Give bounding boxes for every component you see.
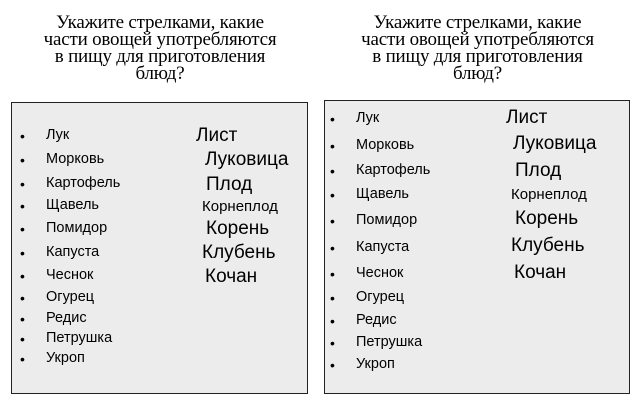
- bullet: •: [20, 245, 25, 261]
- bullet: •: [20, 331, 25, 347]
- part-label: Кочан: [205, 266, 258, 287]
- heading-line: в пищу для приготовления: [372, 46, 583, 67]
- bullet: •: [20, 198, 25, 214]
- vegetable-label: Укроп: [46, 350, 85, 366]
- vegetable-item: [20, 289, 95, 306]
- bullet: •: [20, 311, 25, 327]
- left-heading: [10, 14, 310, 82]
- vegetable-item: [330, 186, 409, 203]
- part-label: Плод: [515, 160, 562, 181]
- vegetable-item: [20, 197, 99, 214]
- part-label: Луковица: [205, 149, 289, 170]
- vegetable-item: [20, 330, 113, 347]
- bullet: •: [20, 351, 25, 367]
- vegetable-label: Чеснок: [46, 267, 94, 283]
- vegetable-item: [330, 356, 395, 373]
- bullet: •: [330, 313, 335, 329]
- vegetable-label: Редис: [356, 312, 397, 328]
- vegetable-item: [330, 212, 418, 229]
- vegetable-item: [20, 350, 85, 367]
- part-label: Кочан: [514, 262, 567, 283]
- bullet: •: [330, 213, 335, 229]
- vegetable-label: Картофель: [46, 175, 121, 191]
- vegetable-label: Петрушка: [356, 334, 423, 350]
- vegetable-label: Лук: [46, 127, 70, 143]
- heading-line: в пищу для приготовления: [54, 46, 266, 67]
- vegetable-item: [330, 162, 431, 179]
- part-label: Лист: [506, 107, 548, 128]
- vegetable-label: Редис: [46, 310, 87, 326]
- vegetable-label: Петрушка: [46, 330, 113, 346]
- heading-line: блюд?: [452, 63, 502, 84]
- part-label: Клубень: [202, 242, 276, 263]
- bullet: •: [330, 357, 335, 373]
- part-label: Корень: [206, 218, 270, 239]
- vegetable-label: Помидор: [46, 220, 108, 236]
- bullet: •: [20, 128, 25, 144]
- vegetable-item: [330, 110, 380, 127]
- bullet: •: [330, 138, 335, 154]
- vegetable-item: [330, 289, 405, 306]
- vegetable-item: [20, 310, 87, 327]
- heading-line: Укажите стрелками, какие: [56, 12, 264, 33]
- bullet: •: [330, 240, 335, 256]
- vegetable-label: Огурец: [356, 289, 405, 305]
- heading-line: части овощей употребляются: [361, 29, 594, 50]
- vegetable-label: Укроп: [356, 356, 395, 372]
- vegetable-item: [330, 265, 404, 282]
- vegetable-item: [20, 175, 121, 192]
- part-label: Плод: [206, 174, 253, 195]
- vegetable-item: [330, 334, 423, 351]
- vegetable-item: [330, 312, 397, 329]
- heading-line: блюд?: [135, 63, 185, 84]
- vegetable-item: [20, 127, 70, 144]
- bullet: •: [330, 290, 335, 306]
- bullet: •: [20, 176, 25, 192]
- vegetable-item: [20, 220, 108, 237]
- vegetable-label: Помидор: [356, 212, 418, 228]
- bullet: •: [20, 152, 25, 168]
- bullet: •: [330, 335, 335, 351]
- vegetable-label: Лук: [356, 110, 380, 126]
- vegetable-label: Морковь: [356, 137, 415, 153]
- bullet: •: [20, 268, 25, 284]
- heading-line: части овощей употребляются: [43, 29, 277, 50]
- part-label: Луковица: [513, 133, 597, 154]
- bullet: •: [330, 266, 335, 282]
- part-label: Корень: [515, 208, 579, 229]
- part-label: Клубень: [511, 235, 585, 256]
- part-label: Корнеплод: [511, 186, 587, 203]
- vegetable-item: [330, 137, 415, 154]
- vegetable-item: [330, 239, 410, 256]
- bullet: •: [20, 221, 25, 237]
- bullet: •: [330, 187, 335, 203]
- bullet: •: [330, 111, 335, 127]
- vegetable-item: [20, 244, 100, 261]
- bullet: •: [330, 163, 335, 179]
- vegetable-label: Чеснок: [356, 265, 404, 281]
- heading-line: Укажите стрелками, какие: [373, 12, 582, 33]
- vegetable-label: Морковь: [46, 151, 105, 167]
- part-label: Корнеплод: [202, 198, 278, 215]
- right-heading: [325, 14, 630, 82]
- vegetable-label: Огурец: [46, 289, 95, 305]
- bullet: •: [20, 290, 25, 306]
- vegetable-label: Щавель: [356, 186, 409, 202]
- vegetable-item: [20, 151, 105, 168]
- vegetable-label: Щавель: [46, 197, 99, 213]
- vegetable-item: [20, 267, 94, 284]
- vegetable-label: Капуста: [356, 239, 410, 255]
- part-label: Лист: [196, 125, 238, 146]
- vegetable-label: Картофель: [356, 162, 431, 178]
- vegetable-label: Капуста: [46, 244, 100, 260]
